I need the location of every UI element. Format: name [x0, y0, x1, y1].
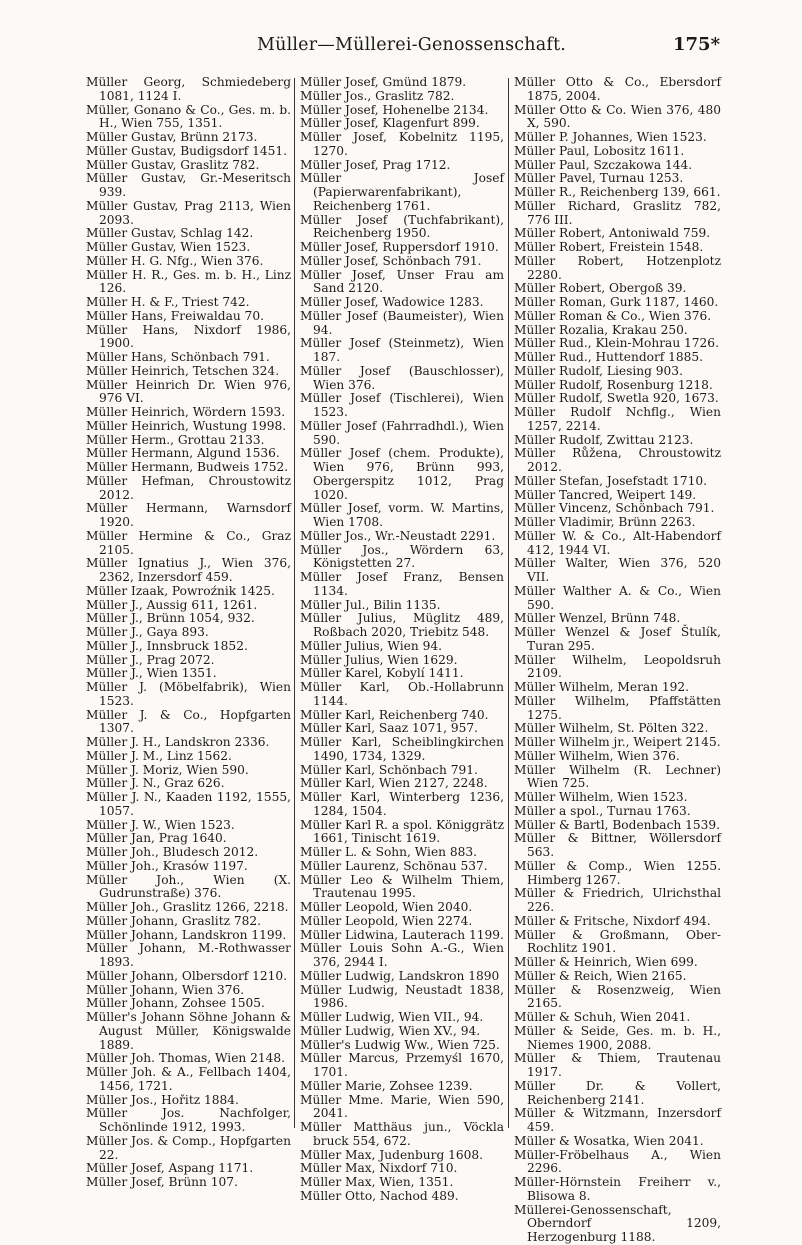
directory-entry: Müller P. Johannes, Wien 1523.	[514, 130, 707, 144]
directory-entry: Müller Josef (Bauschlosser), Wien 376.	[300, 363, 504, 392]
directory-entry: Müller's Johann Söhne Johann & August Müller, Königswalde 1889.	[86, 1010, 291, 1052]
directory-entry: Müller Otto, Nachod 489.	[300, 1188, 459, 1203]
directory-entry: Müller Rudolf Nchflg., Wien 1257, 2214.	[514, 405, 721, 433]
directory-entry: Müller Růžena, Chroustowitz 2012.	[514, 446, 721, 474]
directory-entry: Müller Wilhelm, Meran 192.	[514, 680, 690, 694]
directory-entry: Müller Wilhelm, Wien 376.	[514, 748, 680, 763]
directory-entry: Müller Wilhelm, Pfaffstätten 1275.	[514, 693, 721, 722]
directory-entry: Müller Paul, Lobositz 1611.	[514, 143, 685, 158]
directory-entry: Müller Hans, Schönbach 791.	[86, 350, 270, 364]
directory-entry: Müller Stefan, Josefstadt 1710.	[514, 473, 707, 488]
directory-entry: Müller Jos., Graslitz 782.	[300, 88, 455, 103]
directory-entry: Müller Hefman, Chroustowitz 2012.	[86, 473, 291, 502]
directory-entry: Müller, Gonano & Co., Ges. m. b. H., Wien 755, 1351.	[86, 102, 291, 131]
directory-entry: Müller J. H., Landskron 2336.	[86, 735, 270, 749]
directory-entry: Müller Josef (Tischlerei), Wien 1523.	[300, 391, 504, 419]
directory-entry: Müller Gustav, Brünn 2173.	[86, 130, 258, 144]
directory-entry: Müller Leopold, Wien 2274.	[300, 913, 473, 928]
directory-entry: Müller Joh., Wien (X. Gudrunstraße) 376.	[86, 872, 291, 901]
directory-entry: Müller Richard, Graslitz 782, 776 III.	[514, 198, 721, 227]
directory-entry: Müller Johann, Olbersdorf 1210.	[86, 968, 288, 983]
directory-entry: Müller W. & Co., Alt-Habendorf 412, 1944 VI.	[514, 528, 721, 557]
directory-entry: Müller Herm., Grottau 2133.	[86, 432, 265, 447]
directory-entry: Müllerei-Genossenschaft, Oberndorf 1209, Herzogenburg 1188.	[514, 1202, 721, 1244]
directory-entry: Müller Wilhelm (R. Lechner) Wien 725.	[514, 762, 721, 791]
page-number: 175*	[673, 34, 720, 55]
directory-entry: Müller Hans, Freiwaldau 70.	[86, 308, 264, 323]
directory-entry: Müller Jul., Bilin 1135.	[300, 597, 441, 612]
directory-entry: Müller Gustav, Gr.-Meseritsch 939.	[86, 171, 291, 199]
directory-entry: Müller Karl, Winterberg 1236, 1284, 1504.	[300, 790, 504, 818]
directory-entry: Müller Jos., Wördern 63, Königstetten 27.	[300, 542, 504, 571]
directory-entry: Müller H. G. Nfg., Wien 376.	[86, 253, 264, 268]
directory-entry: Müller Josef, Wadowice 1283.	[300, 295, 484, 309]
directory-entry: Müller Jos., Wr.-Neustadt 2291.	[300, 528, 496, 543]
directory-entry: Müller Karl R. a spol. Königgrätz 1661, Tinischt 1619.	[300, 817, 504, 846]
directory-entry: Müller Hermine & Co., Graz 2105.	[86, 528, 291, 557]
directory-entry: Müller J., Gaya 893.	[86, 625, 209, 639]
directory-entry: Müller Julius, Wien 1629.	[300, 652, 458, 667]
directory-entry: Müller Johann, Wien 376.	[86, 982, 245, 997]
page-header	[0, 30, 802, 58]
directory-entry: Müller Max, Judenburg 1608.	[300, 1147, 484, 1162]
directory-entry: Müller J., Innsbruck 1852.	[86, 638, 248, 653]
directory-entry: Müller Ludwig, Landskron 1890	[300, 968, 500, 983]
directory-entry: Müller Karl, Saaz 1071, 957.	[300, 721, 478, 736]
directory-column-3	[514, 75, 721, 1244]
directory-entry: Müller Karl, Reichenberg 740.	[300, 707, 489, 722]
directory-entry: Müller & Fritsche, Nixdorf 494.	[514, 913, 711, 928]
directory-entry: Müller J. M., Linz 1562.	[86, 748, 232, 763]
directory-entry: Müller Robert, Antoniwald 759.	[514, 226, 711, 241]
directory-entry: Müller Johann, Landskron 1199.	[86, 927, 287, 942]
directory-entry: Müller Josef (Baumeister), Wien 94.	[300, 308, 504, 337]
directory-entry: Müller Jos. & Comp., Hopfgarten 22.	[86, 1133, 291, 1162]
directory-entry: Müller J., Prag 2072.	[86, 652, 215, 667]
directory-entry: Müller Rud., Huttendorf 1885.	[514, 350, 704, 364]
directory-entry: Müller Ludwig, Wien XV., 94.	[300, 1023, 481, 1038]
directory-entry: Müller Josef, Schönbach 791.	[300, 253, 482, 268]
directory-entry: Müller Josef, Klagenfurt 899.	[300, 116, 480, 131]
directory-entry: Müller Gustav, Wien 1523.	[86, 240, 251, 254]
directory-entry: Müller Josef (Papierwarenfabrikant), Reichenberg 1761.	[300, 171, 504, 213]
directory-entry: Müller J., Wien 1351.	[86, 666, 217, 681]
directory-entry: Müller Gustav, Budigsdorf 1451.	[86, 143, 288, 158]
directory-entry: Müller Tancred, Weipert 149.	[514, 487, 697, 502]
directory-entry: Müller-Fröbelhaus A., Wien 2296.	[514, 1147, 721, 1176]
directory-entry: Müller Max, Nixdorf 710.	[300, 1161, 458, 1176]
directory-entry: Müller Rudolf, Zwittau 2123.	[514, 432, 694, 447]
directory-entry: Müller & Bartl, Bodenbach 1539.	[514, 817, 721, 832]
directory-entry: Müller Rud., Klein-Mohrau 1726.	[514, 336, 719, 351]
directory-entry: Müller Walther A. & Co., Wien 590.	[514, 583, 721, 612]
directory-entry: Müller Johann, Graslitz 782.	[86, 913, 262, 928]
directory-entry: Müller J. N., Graz 626.	[86, 776, 225, 791]
directory-entry: Müller Heinrich, Wustung 1998.	[86, 418, 287, 433]
directory-entry: Müller Mme. Marie, Wien 590, 2041.	[300, 1092, 504, 1121]
directory-entry: Müller Josef, Brünn 107.	[86, 1175, 238, 1189]
directory-entry: Müller Otto & Co., Ebersdorf 1875, 2004.	[514, 75, 721, 103]
directory-entry: Müller Josef, Hohenelbe 2134.	[300, 102, 489, 117]
directory-entry: Müller Joh. Thomas, Wien 2148.	[86, 1051, 286, 1066]
directory-entry: Müller Karel, Kobylí 1411.	[300, 666, 464, 681]
directory-entry: Müller Vladimir, Brünn 2263.	[514, 515, 696, 529]
directory-entry: Müller Karl, Wien 2127, 2248.	[300, 776, 488, 791]
directory-entry: Müller J. W., Wien 1523.	[86, 817, 235, 832]
directory-entry: Müller & Friedrich, Ulrichsthal 226.	[514, 886, 721, 914]
directory-entry: Müller Leopold, Wien 2040.	[300, 900, 473, 914]
directory-entry: Müller & Großmann, Ober-Rochlitz 1901.	[514, 927, 721, 956]
directory-entry: Müller & Rosenzweig, Wien 2165.	[514, 982, 721, 1011]
directory-entry: Müller Ignatius J., Wien 376, 2362, Inzersdorf 459.	[86, 556, 291, 584]
directory-entry: Müller Hermann, Algund 1536.	[86, 446, 280, 461]
directory-entry: Müller Laurenz, Schönau 537.	[300, 858, 488, 873]
directory-entry: Müller & Bittner, Wöllersdorf 563.	[514, 831, 721, 859]
directory-entry: Müller Julius, Müglitz 489, Roßbach 2020, Triebitz 548.	[300, 611, 504, 639]
directory-entry: Müller & Schuh, Wien 2041.	[514, 1010, 691, 1024]
directory-entry: Müller Josef, Unser Frau am Sand 2120.	[300, 267, 504, 296]
directory-entry: Müller & Witzmann, Inzersdorf 459.	[514, 1106, 721, 1134]
directory-entry: Müller Ludwig, Neustadt 1838, 1986.	[300, 982, 504, 1011]
directory-entry: Müller Heinrich Dr. Wien 976, 976 VI.	[86, 377, 291, 406]
directory-entry: Müller Karl, Scheiblingkirchen 1490, 1734, 1329.	[300, 735, 504, 763]
directory-entry: Müller a spol., Turnau 1763.	[514, 803, 691, 818]
column-divider	[294, 78, 295, 1128]
page-title: Müller—Müllerei-Genossenschaft.	[257, 35, 567, 55]
directory-entry: Müller & Thiem, Trautenau 1917.	[514, 1051, 721, 1079]
directory-entry: Müller Josef, Prag 1712.	[300, 157, 451, 172]
directory-entry: Müller & Reich, Wien 2165.	[514, 968, 687, 983]
directory-entry: Müller Johann, M.-Rothwasser 1893.	[86, 941, 291, 969]
directory-entry: Müller Karl, Ob.-Hollabrunn 1144.	[300, 680, 504, 708]
directory-entry: Müller H. R., Ges. m. b. H., Linz 126.	[86, 267, 291, 296]
directory-entry: Müller Wilhelm jr., Weipert 2145.	[514, 735, 721, 749]
directory-entry: Müller L. & Sohn, Wien 883.	[300, 845, 478, 859]
directory-entry: Müller Rudolf, Rosenburg 1218.	[514, 377, 713, 392]
directory-entry: Müller Heinrich, Tetschen 324.	[86, 363, 280, 378]
directory-entry: Müller Jos., Hořitz 1884.	[86, 1092, 239, 1107]
directory-entry: Müller Johann, Zohsee 1505.	[86, 996, 265, 1011]
directory-entry: Müller Walter, Wien 376, 520 VII.	[514, 556, 721, 584]
directory-entry: Müller Rudolf, Swetla 920, 1673.	[514, 391, 719, 406]
directory-entry: Müller & Comp., Wien 1255. Himberg 1267.	[514, 858, 721, 887]
directory-entry: Müller Gustav, Graslitz 782.	[86, 157, 260, 172]
directory-entry: Müller Hermann, Budweis 1752.	[86, 460, 289, 474]
directory-column-1	[86, 75, 291, 1189]
directory-entry: Müller Josef Franz, Bensen 1134.	[300, 570, 504, 598]
directory-entry: Müller Rudolf, Liesing 903.	[514, 363, 683, 378]
directory-column-2	[300, 75, 504, 1203]
directory-entry: Müller Joh., Graslitz 1266, 2218.	[86, 900, 289, 914]
directory-entry: Müller's Ludwig Ww., Wien 725.	[300, 1037, 500, 1052]
directory-entry: Müller Marie, Zohsee 1239.	[300, 1078, 473, 1093]
directory-entry: Müller Wenzel & Josef Štulík, Turan 295.	[514, 625, 721, 653]
directory-entry: Müller & Wosatka, Wien 2041.	[514, 1133, 704, 1148]
directory-entry: Müller Ludwig, Wien VII., 94.	[300, 1010, 484, 1024]
directory-entry: Müller Leo & Wilhelm Thiem, Trautenau 1995.	[300, 872, 504, 901]
directory-entry: Müller Rozalia, Krakau 250.	[514, 322, 688, 337]
directory-entry: Müller J. & Co., Hopfgarten 1307.	[86, 707, 291, 736]
directory-entry: Müller Josef (Steinmetz), Wien 187.	[300, 336, 504, 364]
directory-entry: Müller Karl, Schönbach 791.	[300, 762, 478, 777]
directory-entry: Müller Gustav, Prag 2113, Wien 2093.	[86, 198, 291, 227]
directory-entry: Müller Pavel, Turnau 1253.	[514, 171, 684, 186]
directory-entry: Müller J. (Möbelfabrik), Wien 1523.	[86, 680, 291, 708]
directory-entry: Müller J., Brünn 1054, 932.	[86, 611, 255, 626]
directory-entry: Müller Roman & Co., Wien 376.	[514, 308, 712, 323]
directory-entry: Müller Josef (Tuchfabrikant), Reichenberg 1950.	[300, 212, 504, 241]
directory-entry: Müller Wilhelm, Wien 1523.	[514, 790, 688, 804]
directory-entry: Müller Georg, Schmiedeberg 1081, 1124 I.	[86, 75, 291, 103]
directory-entry: Müller J., Aussig 611, 1261.	[86, 597, 258, 612]
directory-entry: Müller Jos. Nachfolger, Schönlinde 1912, 1993.	[86, 1106, 291, 1134]
directory-entry: Müller Josef (Fahrradhdl.), Wien 590.	[300, 418, 504, 447]
directory-entry: Müller & Seide, Ges. m. b. H., Niemes 1900, 2088.	[514, 1023, 721, 1052]
directory-entry: Müller Josef, Ruppersdorf 1910.	[300, 240, 499, 254]
directory-entry: Müller Izaak, Powroźnik 1425.	[86, 583, 275, 598]
directory-entry: Müller Joh. & A., Fellbach 1404, 1456, 1721.	[86, 1065, 291, 1093]
directory-entry: Müller Robert, Obergoß 39.	[514, 281, 687, 296]
directory-entry: Müller Otto & Co. Wien 376, 480 X, 590.	[514, 102, 721, 131]
directory-entry: Müller Paul, Szczakowa 144.	[514, 157, 693, 172]
directory-entry: Müller Gustav, Schlag 142.	[86, 226, 254, 241]
directory-entry: Müller Jan, Prag 1640.	[86, 831, 227, 846]
directory-entry: Müller Josef, Kobelnitz 1195, 1270.	[300, 130, 504, 158]
directory-entry: Müller Joh., Krasów 1197.	[86, 858, 248, 873]
directory-entry: Müller Wilhelm, St. Pölten 322.	[514, 721, 709, 736]
directory-entry: Müller Louis Sohn A.-G., Wien 376, 2944 I.	[300, 941, 504, 969]
directory-entry: Müller Josef, Aspang 1171.	[86, 1161, 254, 1176]
directory-entry: Müller J. Moriz, Wien 590.	[86, 762, 249, 777]
column-divider	[508, 78, 509, 1128]
directory-entry: Müller Wenzel, Brünn 748.	[514, 611, 681, 626]
directory-entry: Müller Wilhelm, Leopoldsruh 2109.	[514, 652, 721, 681]
directory-entry: Müller Dr. & Vollert, Reichenberg 2141.	[514, 1078, 721, 1107]
directory-entry: Müller H. & F., Triest 742.	[86, 295, 250, 309]
directory-entry: Müller R., Reichenberg 139, 661.	[514, 185, 721, 199]
directory-entry: Müller-Hörnstein Freiherr v., Blisowa 8.	[514, 1175, 721, 1203]
directory-entry: Müller Julius, Wien 94.	[300, 638, 442, 653]
directory-entry: Müller Lidwina, Lauterach 1199.	[300, 927, 504, 942]
directory-entry: Müller Max, Wien, 1351.	[300, 1175, 454, 1189]
directory-entry: Müller Josef (chem. Produkte), Wien 976, Brünn 993, Obergerspitz 1012, Prag 1020.	[300, 446, 504, 502]
directory-entry: Müller Josef, vorm. W. Martins, Wien 1708.	[300, 501, 504, 529]
directory-entry: Müller Marcus, Przemyśl 1670, 1701.	[300, 1051, 504, 1079]
directory-entry: Müller Joh., Bludesch 2012.	[86, 845, 259, 859]
directory-entry: Müller Hermann, Warnsdorf 1920.	[86, 501, 291, 529]
directory-entry: Müller Vincenz, Schönbach 791.	[514, 501, 715, 516]
directory-entry: Müller & Heinrich, Wien 699.	[514, 955, 698, 969]
directory-entry: Müller Roman, Gurk 1187, 1460.	[514, 295, 719, 309]
directory-entry: Müller Robert, Hotzenplotz 2280.	[514, 253, 721, 282]
directory-entry: Müller Heinrich, Wördern 1593.	[86, 405, 286, 419]
directory-entry: Müller J. N., Kaaden 1192, 1555, 1057.	[86, 790, 291, 818]
directory-entry: Müller Robert, Freistein 1548.	[514, 240, 704, 254]
directory-entry: Müller Matthäus jun., Vöckla bruck 554, 672.	[300, 1120, 504, 1148]
directory-entry: Müller Hans, Nixdorf 1986, 1900.	[86, 322, 291, 351]
directory-entry: Müller Josef, Gmünd 1879.	[300, 75, 467, 89]
